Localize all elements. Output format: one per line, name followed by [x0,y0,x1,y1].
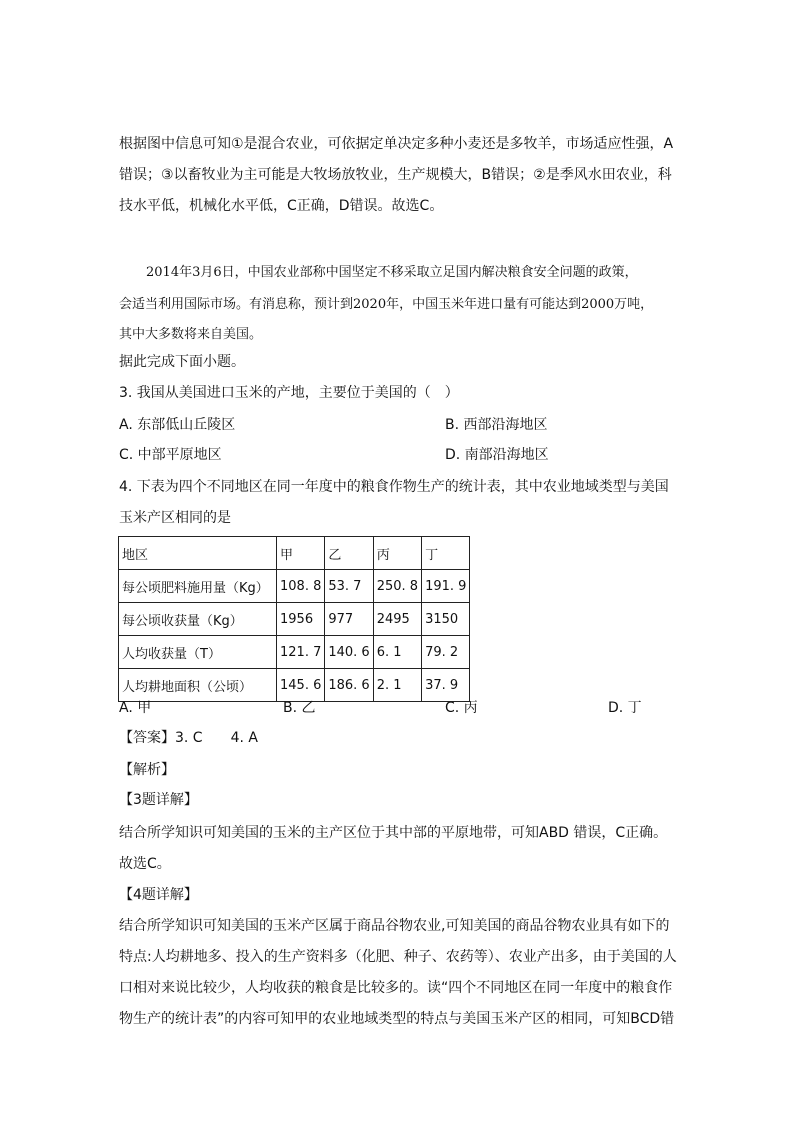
table-cell: 37. 9 [422,669,470,702]
q3-stem: 3. 我国从美国进口玉米的产地，主要位于美国的（ ） [119,385,459,401]
q3-option-b: B. 西部沿海地区 [445,417,548,433]
table-cell: 2. 1 [373,669,421,702]
table-cell: 每公顷收获量（Kg） [119,603,277,636]
q3-option-c: C. 中部平原地区 [119,447,222,463]
table-cell: 2495 [373,603,421,636]
table-cell: 79. 2 [422,636,470,669]
answer-label: 【答案】 [119,730,175,746]
q4-option-b: B. 乙 [283,700,316,716]
statistics-table [118,536,470,702]
table-row [119,636,470,669]
analysis-line-2: 错误；③以畜牧业为主可能是大牧场放牧业，生产规模大，B错误；②是季风水田农业，科 [119,167,672,183]
passage-line-3: 其中大多数将来自美国。 [119,327,263,342]
table-cell: 每公顷肥料施用量（Kg） [119,570,277,603]
detail4-line-2: 特点:人均耕地多、投入的生产资料多（化肥、种子、农药等）、农业产出多，由于美国的人 [119,949,677,965]
q4-option-d: D. 丁 [608,700,642,716]
table-header-row [119,537,470,570]
detail4-line-4: 物生产的统计表”的内容可知甲的农业地域类型的特点与美国玉米产区的相同，可知BCD错 [119,1011,675,1027]
table-cell: 3150 [422,603,470,636]
q3-option-d: D. 南部沿海地区 [445,447,549,463]
analysis-line-3: 技水平低，机械化水平低，C正确，D错误。故选C。 [119,198,444,214]
detail3-line-1: 结合所学知识可知美国的玉米的主产区位于其中部的平原地带，可知ABD 错误，C正确。 [119,825,668,841]
q4-option-a: A. 甲 [119,700,152,716]
table-header-cell: 乙 [325,537,373,570]
table-cell: 人均收获量（T） [119,636,277,669]
analysis-label: 【解析】 [119,762,175,778]
instruction-text: 据此完成下面小题。 [119,354,245,370]
q3-option-a: A. 东部低山丘陵区 [119,417,236,433]
table-header-cell: 地区 [119,537,277,570]
table-cell: 1956 [277,603,325,636]
table-cell: 191. 9 [422,570,470,603]
table-cell: 250. 8 [373,570,421,603]
table-cell: 145. 6 [277,669,325,702]
analysis-line-1: 根据图中信息可知①是混合农业，可依据定单决定多种小麦还是多牧羊，市场适应性强，A [119,136,674,152]
passage-line-1: 2014年3月6日，中国农业部称中国坚定不移采取立足国内解决粮食安全问题的政策， [146,265,638,280]
detail4-label: 【4题详解】 [119,887,198,903]
table-row [119,603,470,636]
table-header-cell: 丁 [422,537,470,570]
table-cell: 977 [325,603,373,636]
answer-q3: 3. C [175,730,203,746]
table-header-cell: 甲 [277,537,325,570]
table-header-cell: 丙 [373,537,421,570]
table-cell: 6. 1 [373,636,421,669]
table-cell: 108. 8 [277,570,325,603]
detail4-line-1: 结合所学知识可知美国的玉米产区属于商品谷物农业,可知美国的商品谷物农业具有如下的 [119,918,670,934]
detail3-line-2: 故选C。 [119,856,171,872]
q4-stem-line-2: 玉米产区相同的是 [119,510,231,526]
table-cell: 53. 7 [325,570,373,603]
answer-line [119,727,258,747]
table-row [119,570,470,603]
q4-stem-line-1: 4. 下表为四个不同地区在同一年度中的粮食作物生产的统计表，其中农业地域类型与美国 [119,479,669,495]
passage-line-2: 会适当利用国际市场。有消息称，预计到2020年，中国玉米年进口量有可能达到2000万吨， [119,297,654,312]
table-cell: 人均耕地面积（公顷） [119,669,277,702]
table-cell: 121. 7 [277,636,325,669]
answer-q4: 4. A [230,730,258,746]
table-cell: 186. 6 [325,669,373,702]
table-cell: 140. 6 [325,636,373,669]
detail3-label: 【3题详解】 [119,792,198,808]
detail4-line-3: 口相对来说比较少，人均收获的粮食是比较多的。读“四个不同地区在同一年度中的粮食作 [119,980,673,996]
q4-option-c: C. 丙 [445,700,478,716]
